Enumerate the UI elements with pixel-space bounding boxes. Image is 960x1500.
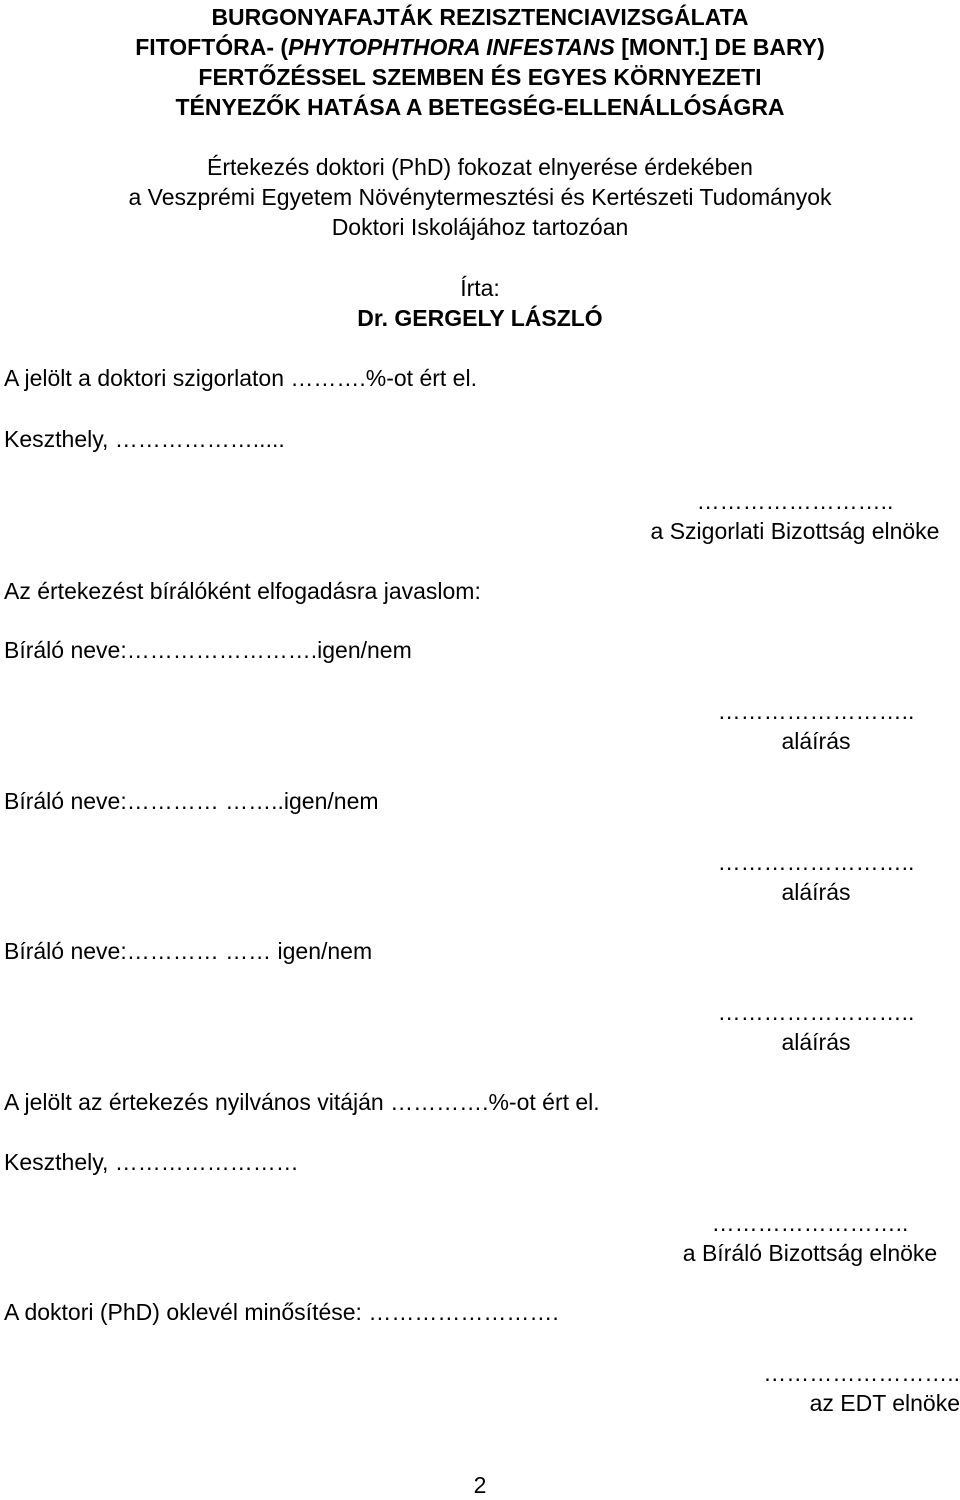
subtitle-line-2: a Veszprémi Egyetem Növénytermesztési és Kertészeti Tudományok [128,184,832,210]
title-line-2-pre: FITOFTÓRA- ( [135,34,289,60]
reviewer-2-sig-dots: …………………….. [717,849,915,875]
diploma-line: A doktori (PhD) oklevél minősítése: ……………………. [4,1299,559,1325]
reviewer-1-sig-dots: …………………….. [717,698,915,724]
author-label: Írta: [460,275,500,301]
defense-place-line: Keszthely, …………………… [4,1149,299,1175]
subtitle-line-3: Doktori Iskolájához tartozóan [331,214,629,240]
title-line-2-post: [MONT.] DE BARY) [614,34,825,60]
diploma-chair-signature [600,1358,960,1418]
title-line-2-species: PHYTOPHTHORA INFESTANS [288,34,615,60]
title-line-1: BURGONYAFAJTÁK REZISZTENCIAVIZSGÁLATA [211,4,749,30]
subtitle-line-1: Értekezés doktori (PhD) fokozat elnyerése érdekében [207,154,753,180]
diploma-chair-dots: …………………….. [763,1360,960,1386]
exam-chair-label: a Szigorlati Bizottság elnöke [650,518,940,544]
reviewer-1-line: Bíráló neve:…………………….igen/nem [4,637,412,663]
reviewer-3-sig-dots: …………………….. [717,999,915,1025]
defense-chair-label: a Bíráló Bizottság elnöke [682,1240,938,1266]
exam-chair-dots: …………………….. [696,488,894,514]
title-line-4: TÉNYEZŐK HATÁSA A BETEGSÉG-ELLENÁLLÓSÁGRA [175,94,785,120]
review-intro: Az értekezést bírálóként elfogadásra javaslom: [4,578,481,604]
reviewer-3-sig-label: aláírás [781,1029,851,1055]
reviewer-2-sig-label: aláírás [781,879,851,905]
author-name: Dr. GERGELY LÁSZLÓ [357,305,603,331]
diploma-chair-label: az EDT elnöke [809,1390,960,1416]
defense-chair-dots: …………………….. [711,1210,909,1236]
title-line-2 [0,32,960,62]
defense-result-line: A jelölt az értekezés nyilvános vitáján ………….%-ot ért el. [4,1089,600,1115]
reviewer-3-signature [676,997,956,1057]
reviewer-2-line: Bíráló neve:………… ……..igen/nem [4,788,379,814]
page-number: 2 [473,1472,487,1498]
defense-chair-signature [660,1208,960,1268]
reviewer-2-signature [676,847,956,907]
title-line-3: FERTŐZÉSSEL SZEMBEN ÉS EGYES KÖRNYEZETI [198,64,762,90]
reviewer-1-sig-label: aláírás [781,728,851,754]
reviewer-3-line: Bíráló neve:………… …… igen/nem [4,938,373,964]
reviewer-1-signature [676,696,956,756]
exam-chair-signature [630,486,960,546]
exam-result-line: A jelölt a doktori szigorlaton ……….%-ot ért el. [4,365,477,391]
exam-place-line: Keszthely, ………………..... [4,426,285,452]
